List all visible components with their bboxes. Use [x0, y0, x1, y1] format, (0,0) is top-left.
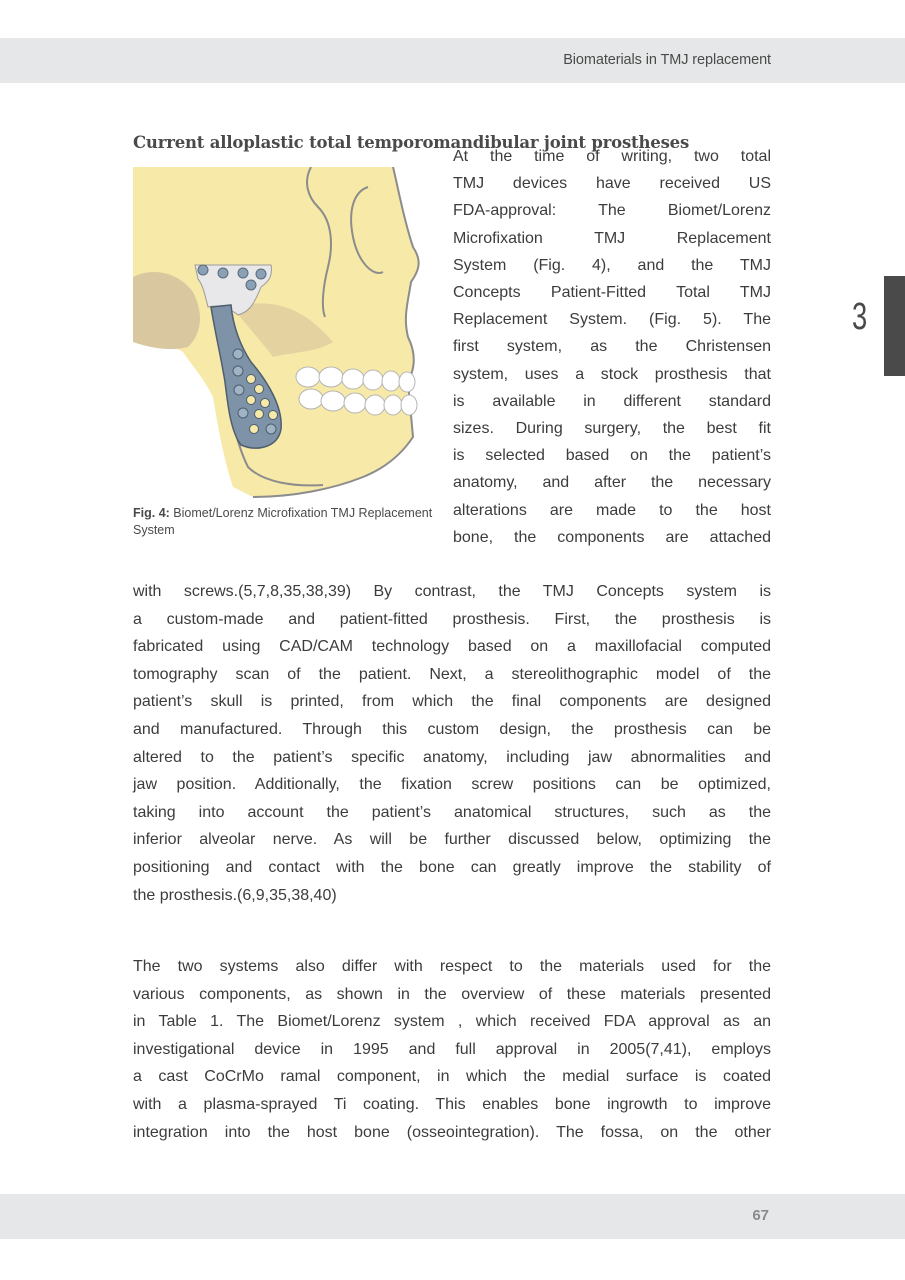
paragraph-2-line: with a plasma-sprayed Ti coating. This enables bone ingrowth to improve — [133, 1096, 771, 1113]
paragraph-1-line: inferior alveolar nerve. As will be further discussed below, optimizing the — [133, 831, 771, 849]
paragraph-2-line: The two systems also differ with respect to the materials used for the — [133, 958, 771, 975]
figure-caption — [133, 505, 433, 539]
paragraph-1-line: taking into account the patient’s anatomical structures, such as the — [133, 803, 771, 821]
paragraph-1-line: fabricated using CAD/CAM technology based on a maxillofacial computed — [133, 638, 771, 656]
paragraph-1-line: with screws.(5,7,8,35,38,39) By contrast, the TMJ Concepts system is — [133, 583, 771, 600]
figure-skull-prosthesis-illustration — [133, 167, 426, 499]
text-line: system, uses a stock prosthesis that — [453, 365, 771, 383]
skull-illustration — [133, 167, 426, 499]
text-line: At the time of writing, two total — [453, 148, 771, 165]
text-line: FDA-approval: The Biomet/Lorenz — [453, 202, 771, 220]
text-line: Microfixation TMJ Replacement — [453, 229, 771, 247]
paragraph-2-line: various components, as shown in the overview of these materials presented — [133, 985, 771, 1003]
paragraph-1-line: jaw position. Additionally, the fixation screw positions can be optimized, — [133, 776, 771, 794]
text-line: anatomy, and after the necessary — [453, 474, 771, 492]
text-line: System (Fig. 4), and the TMJ — [453, 256, 771, 274]
text-line: Concepts Patient-Fitted Total TMJ — [453, 284, 771, 301]
paragraph-1-line: positioning and contact with the bone can greatly improve the stability of — [133, 859, 771, 876]
paragraph-1-line: and manufactured. Through this custom design, the prosthesis can be — [133, 721, 771, 738]
chapter-tab-marker — [884, 276, 905, 376]
paragraph-2-line: investigational device in 1995 and full approval in 2005(7,41), employs — [133, 1040, 771, 1058]
figure-caption-label: Fig. 4: — [133, 506, 170, 520]
paragraph-1-line: tomography scan of the patient. Next, a stereolithographic model of the — [133, 665, 771, 683]
figure-caption-text: Biomet/Lorenz Microfixation TMJ Replacement System — [133, 506, 433, 537]
chapter-number: 3 — [851, 296, 868, 338]
text-line: is available in different standard — [453, 392, 771, 410]
paragraph-2-line: in Table 1. The Biomet/Lorenz system , which received FDA approval as an — [133, 1013, 771, 1031]
paragraph-2-line: a cast CoCrMo ramal component, in which the medial surface is coated — [133, 1068, 771, 1086]
text-line: TMJ devices have received US — [453, 175, 771, 193]
text-line: alterations are made to the host — [453, 501, 771, 519]
footer-band — [0, 1194, 905, 1239]
paragraph-1-line: a custom-made and patient-fitted prosthesis. First, the prosthesis is — [133, 610, 771, 628]
paragraph-1-line: the prosthesis.(6,9,35,38,40) — [133, 886, 337, 904]
section-heading: Current alloplastic total temporomandibular joint prostheses — [133, 133, 690, 152]
page-number: 67 — [752, 1207, 769, 1224]
text-line: sizes. During surgery, the best fit — [453, 420, 771, 437]
paragraph-2-line: integration into the host bone (osseointegration). The fossa, on the other — [133, 1123, 771, 1141]
paragraph-1-line: altered to the patient’s specific anatomy, including jaw abnormalities and — [133, 748, 771, 766]
running-title: Biomaterials in TMJ replacement — [563, 52, 771, 68]
text-line: is selected based on the patient’s — [453, 447, 771, 465]
text-line: bone, the components are attached — [453, 528, 771, 546]
text-line: first system, as the Christensen — [453, 338, 771, 356]
paragraph-1-line: patient’s skull is printed, from which the final components are designed — [133, 693, 771, 711]
text-line: Replacement System. (Fig. 5). The — [453, 311, 771, 329]
